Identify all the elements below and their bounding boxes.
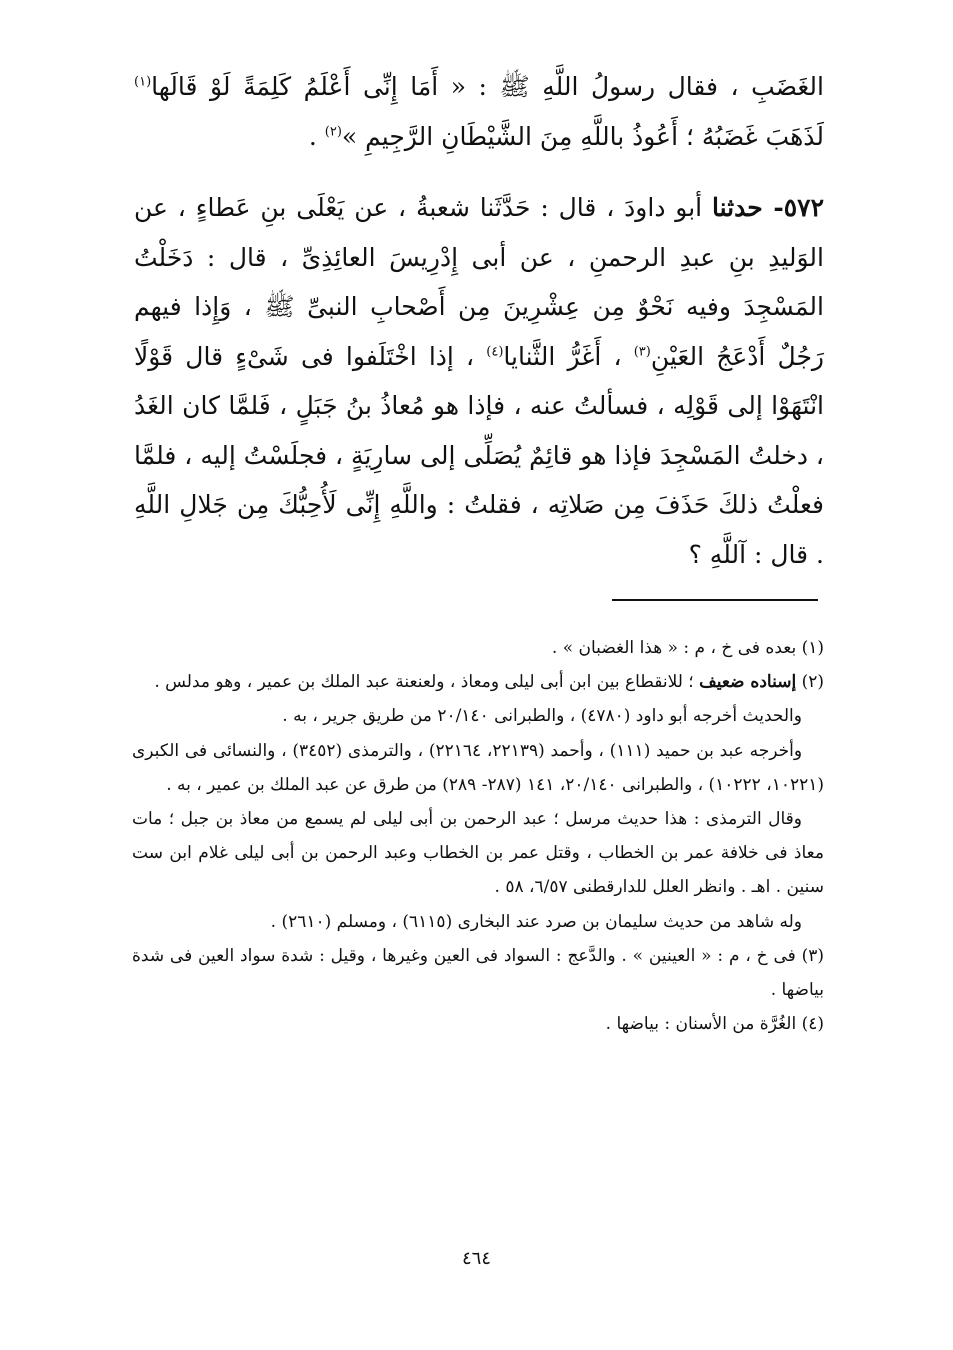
footnote-2-prefix: (٢) xyxy=(796,672,824,693)
page-number: ٤٦٤ xyxy=(461,1248,491,1269)
hadith-text-c: ، إذا اخْتَلَفوا فى شَىْءٍ قال قَوْلًا انْتَهَوْا إلى قَوْلِه ، فسألتُ عنه ، فإذا هو مُعاذُ بنُ جَبَلٍ ، فَلمَّا كان الغَدُ ، دخلتُ المَسْجِدَ فإذا هو قائِمٌ يُصَلِّى إلى سارِيَةٍ ، فجلَسْتُ إليه ، فلمَّا فعلْتُ ذلكَ حَذَفَ مِن صَلاتِه ، فقلتُ : واللَّهِ إِنِّى لَأُحِبُّكَ مِن جَلالِ اللَّهِ . قال : آللَّهِ ؟ xyxy=(134,341,824,569)
footnote-2-takhrij-1: والحديث أخرجه أبو داود (٤٧٨٠) ، والطبرانى ٢٠/١٤٠ من طريق جرير ، به . xyxy=(282,706,802,727)
hadith-number: ٥٧٢- xyxy=(773,193,825,222)
hadith-text-b: ، أَغَرُّ الثَّنايا xyxy=(503,341,634,371)
footnote-ref-2: (٢) xyxy=(324,124,342,140)
footnote-4: (٤) الغُرَّة من الأسنان : بياضها . xyxy=(605,1014,824,1035)
main-p1-text-c: . xyxy=(308,121,325,151)
main-p1-text-a: الغَضَبِ ، فقال رسولُ اللَّهِ ﷺ : « أَمَا إِنِّى أَعْلَمُ كَلِمَةً لَوْ قَالَها xyxy=(151,72,824,101)
footnote-2-tirmidhi-remark: وقال الترمذى : هذا حديث مرسل ؛ عبد الرحمن بن أبى ليلى لم يسمع من معاذ بن جبل ؛ مات معاذ فى خلافة عمر بن الخطاب ، وقتل عمر بن الخطاب وعبد الرحمن بن أبى ليلى غلام ابن ست سنين . اهـ . وانظر العلل للدارقطنى ٦/٥٧، ٥٨ . xyxy=(132,809,824,898)
footnote-ref-4: (٤) xyxy=(486,344,504,360)
hadith-lead-word: حدثنا xyxy=(712,193,774,222)
main-paragraph-1 xyxy=(134,62,824,161)
footnote-1: (١) بعده فى خ ، م : « هذا الغضبان » . xyxy=(551,638,824,658)
hadith-paragraph xyxy=(134,183,824,579)
footnote-2-rest: ؛ للانقطاع بين ابن أبى ليلى ومعاذ ، ولعنعنة عبد الملك بن عمير ، وهو مدلس . xyxy=(154,672,700,693)
footnote-2-shahid: وله شاهد من حديث سليمان بن صرد عند البخارى (٦١١٥) ، ومسلم (٢٦١٠) . xyxy=(270,911,802,932)
main-p1-text-b: لَذَهَبَ غَضَبُهُ ؛ أَعُوذُ باللَّهِ مِنَ الشَّيْطَانِ الرَّجِيمِ » xyxy=(341,121,824,151)
footnote-2 xyxy=(132,665,824,699)
footnote-2-takhrij-2: وأخرجه عبد بن حميد (١١١) ، وأحمد (٢٢١٣٩، ٢٢١٦٤) ، والترمذى (٣٤٥٢) ، والنسائى فى الكبرى (١٠٢٢١، ١٠٢٢٢) ، والطبرانى ٢٠/١٤٠، ١٤١ (٢٨٧- ٢٨٩) من طرق عن عبد الملك بن عمير ، به . xyxy=(132,740,824,795)
footnote-2-verdict: إسناده ضعيف xyxy=(699,672,797,693)
footnote-ref-3: (٣) xyxy=(633,344,651,360)
footnotes xyxy=(132,631,824,1041)
hadith-text-a: أبو داودَ ، قال : حَدَّثَنا شعبةُ ، عن يَعْلَى بنِ عَطاءٍ ، عن الوَليدِ بنِ عبدِ الرحمنِ ، عن أبى إِدْرِيسَ العائِذِىِّ ، قال : دَخَلْتُ المَسْجِدَ وفيه نَحْوٌ مِن عِشْرِينَ مِن أَصْحابِ النبىِّ ﷺ ، وَإِذا فيهم رَجُلٌ أَدْعَجُ العَيْنِ xyxy=(134,193,824,371)
main-text xyxy=(134,62,824,579)
footnote-ref-1: (١) xyxy=(134,74,152,90)
footnote-divider xyxy=(612,599,818,601)
footnote-3: (٣) فى خ ، م : « العينين » . والدَّعج : السواد فى العين وغيرها ، وقيل : شدة سواد العين فى شدة بياضها . xyxy=(132,945,824,1001)
